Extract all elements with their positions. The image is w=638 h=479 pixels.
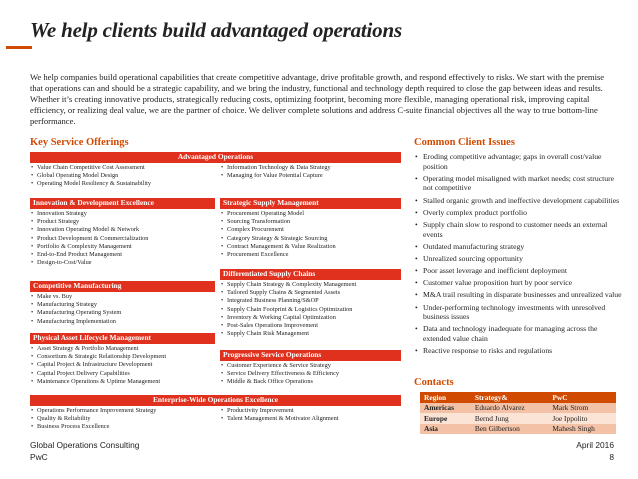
list-item: • Capital Project & Infrastructure Development (30, 361, 215, 369)
list-item: • Value Chain Competitive Cost Assessment (30, 164, 220, 172)
list-item: • Capital Project Delivery Capabilities (30, 370, 215, 378)
list-item: • Sourcing Transformation (220, 218, 401, 226)
list-item: • Manufacturing Operating System (30, 309, 215, 317)
list-item: • Poor asset leverage and inefficient deployment (414, 266, 624, 276)
region-cell: Americas (420, 403, 471, 414)
list-item: • Eroding competitive advantage; gaps in overall cost/value position (414, 152, 624, 171)
list-item: • Tailored Supply Chains & Segmented Assets (220, 289, 401, 297)
list-item: • Manufacturing Implementation (30, 318, 215, 326)
enterprise-right-list (220, 407, 400, 423)
list-item: • Product Strategy (30, 218, 215, 226)
list-item: • Overly complex product portfolio (414, 208, 624, 218)
title-accent-rule (6, 46, 32, 49)
list-item: • Product Development & Commercialization (30, 235, 215, 243)
footer-practice-name: Global Operations Consulting (30, 440, 140, 450)
list-item: • Productivity Improvement (220, 407, 400, 415)
enterprise-wide-band: Enterprise-Wide Operations Excellence (30, 395, 401, 406)
list-item: • Reactive response to risks and regulations (414, 346, 624, 356)
supply-chains-band: Differentiated Supply Chains (220, 269, 401, 280)
contacts-heading: Contacts (414, 377, 454, 388)
key-service-offerings-heading: Key Service Offerings (30, 137, 129, 148)
list-item: • Innovation Strategy (30, 210, 215, 218)
footer-page-number: 8 (609, 452, 614, 462)
list-item: • Asset Strategy & Portfolio Management (30, 345, 215, 353)
list-item: • Business Process Excellence (30, 423, 220, 431)
innovation-band: Innovation & Development Excellence (30, 198, 215, 209)
manufacturing-list (30, 293, 215, 326)
list-item: • Under-performing technology investments with unresolved business issues (414, 303, 624, 322)
innovation-list (30, 210, 215, 267)
list-item: • Service Delivery Effectiveness & Efficiency (220, 370, 401, 378)
strategy-contact-cell: Ben Gilbertson (471, 424, 549, 435)
list-item: • Stalled organic growth and ineffective development capabilities (414, 196, 624, 206)
manufacturing-band: Competitive Manufacturing (30, 281, 215, 292)
contacts-header-row (420, 392, 616, 403)
list-item: • Procurement Excellence (220, 251, 401, 259)
list-item: • Post-Sales Operations Improvement (220, 322, 401, 330)
list-item: • Supply Chain Risk Management (220, 330, 401, 338)
list-item: • Supply chain slow to respond to customer needs an external events (414, 220, 624, 239)
list-item: • Middle & Back Office Operations (220, 378, 401, 386)
list-item: • Customer Experience & Service Strategy (220, 362, 401, 370)
strategy-contact-cell: Eduardo Alvarez (471, 403, 549, 414)
list-item: • Managing for Value Potential Capture (220, 172, 400, 180)
list-item: • Quality & Reliability (30, 415, 220, 423)
table-row (420, 413, 616, 424)
column-header-region: Region (420, 392, 471, 403)
list-item: • Category Strategy & Strategic Sourcing (220, 235, 401, 243)
list-item: • Operations Performance Improvement Strategy (30, 407, 220, 415)
list-item: • Talent Management & Motivator Alignment (220, 415, 400, 423)
list-item: • Information Technology & Data Strategy (220, 164, 400, 172)
region-cell: Asia (420, 424, 471, 435)
list-item: • Contract Management & Value Realization (220, 243, 401, 251)
progressive-service-list (220, 362, 401, 387)
strategic-supply-list (220, 210, 401, 259)
list-item: • Inventory & Working Capital Optimization (220, 314, 401, 322)
list-item: • Supply Chain Strategy & Complexity Management (220, 281, 401, 289)
list-item: • Consortium & Strategic Relationship Development (30, 353, 215, 361)
pwc-contact-cell: Joe Ippolito (548, 413, 616, 424)
table-row (420, 424, 616, 435)
list-item: • Global Operating Model Design (30, 172, 220, 180)
table-row (420, 403, 616, 414)
list-item: • End-to-End Product Management (30, 251, 215, 259)
footer-date: April 2016 (576, 440, 614, 450)
advantaged-operations-band: Advantaged Operations (30, 152, 401, 163)
client-issues-list (414, 152, 624, 358)
pwc-contact-cell: Mahesh Singh (548, 424, 616, 435)
list-item: • Operating model misaligned with market needs; cost structure not competitive (414, 174, 624, 193)
page-title: We help clients build advantaged operations (30, 18, 402, 42)
enterprise-left-list (30, 407, 220, 432)
list-item: • Customer value proposition hurt by poor service (414, 278, 624, 288)
list-item: • Data and technology inadequate for managing across the extended value chain (414, 324, 624, 343)
list-item: • Supply Chain Footprint & Logistics Optimization (220, 306, 401, 314)
strategic-supply-band: Strategic Supply Management (220, 198, 401, 209)
list-item: • Procurement Operating Model (220, 210, 401, 218)
list-item: • Manufacturing Strategy (30, 301, 215, 309)
common-client-issues-heading: Common Client Issues (414, 137, 515, 148)
column-header-strategy: Strategy& (471, 392, 549, 403)
intro-paragraph: We help companies build operational capabilities that create competitive advantage, drive profitable growth, and respond effectively to risks. We start with the premise that operations can and should be a strategic capability, and we bring the industry, functional and technology depth required to close the gap between ideas and results. Whether it’s creating innovative products, strategically reducing costs, optimizing footprint, becoming more flexible, managing operational risk, improving capital efficiency, or realizing deal value, we are the partner of choice. We deliver complete solutions and address C-suite financial objectives all the way to true bottom-line performance. (30, 72, 605, 126)
list-item: • Design-to-Cost/Value (30, 259, 215, 267)
list-item: • Portfolio & Complexity Management (30, 243, 215, 251)
region-cell: Europe (420, 413, 471, 424)
physical-asset-band: Physical Asset Lifecycle Management (30, 333, 215, 344)
list-item: • Integrated Business Planning/S&OP (220, 297, 401, 305)
list-item: • Maintenance Operations & Uptime Management (30, 378, 215, 386)
list-item: • Unrealized sourcing opportunity (414, 254, 624, 264)
footer-company: PwC (30, 452, 48, 462)
list-item: • M&A trail resulting in disparate businesses and unrealized value (414, 290, 624, 300)
advantaged-left-list (30, 164, 220, 189)
list-item: • Make vs. Buy (30, 293, 215, 301)
list-item: • Operating Model Resiliency & Sustainability (30, 180, 220, 188)
list-item: • Outdated manufacturing strategy (414, 242, 624, 252)
progressive-service-band: Progressive Service Operations (220, 350, 401, 361)
pwc-contact-cell: Mark Strom (548, 403, 616, 414)
list-item: • Innovation Operating Model & Network (30, 226, 215, 234)
strategy-contact-cell: Bernd Jung (471, 413, 549, 424)
column-header-pwc: PwC (548, 392, 616, 403)
advantaged-right-list (220, 164, 400, 180)
physical-asset-list (30, 345, 215, 386)
supply-chains-list (220, 281, 401, 338)
contacts-table (420, 392, 616, 434)
list-item: • Complex Procurement (220, 226, 401, 234)
